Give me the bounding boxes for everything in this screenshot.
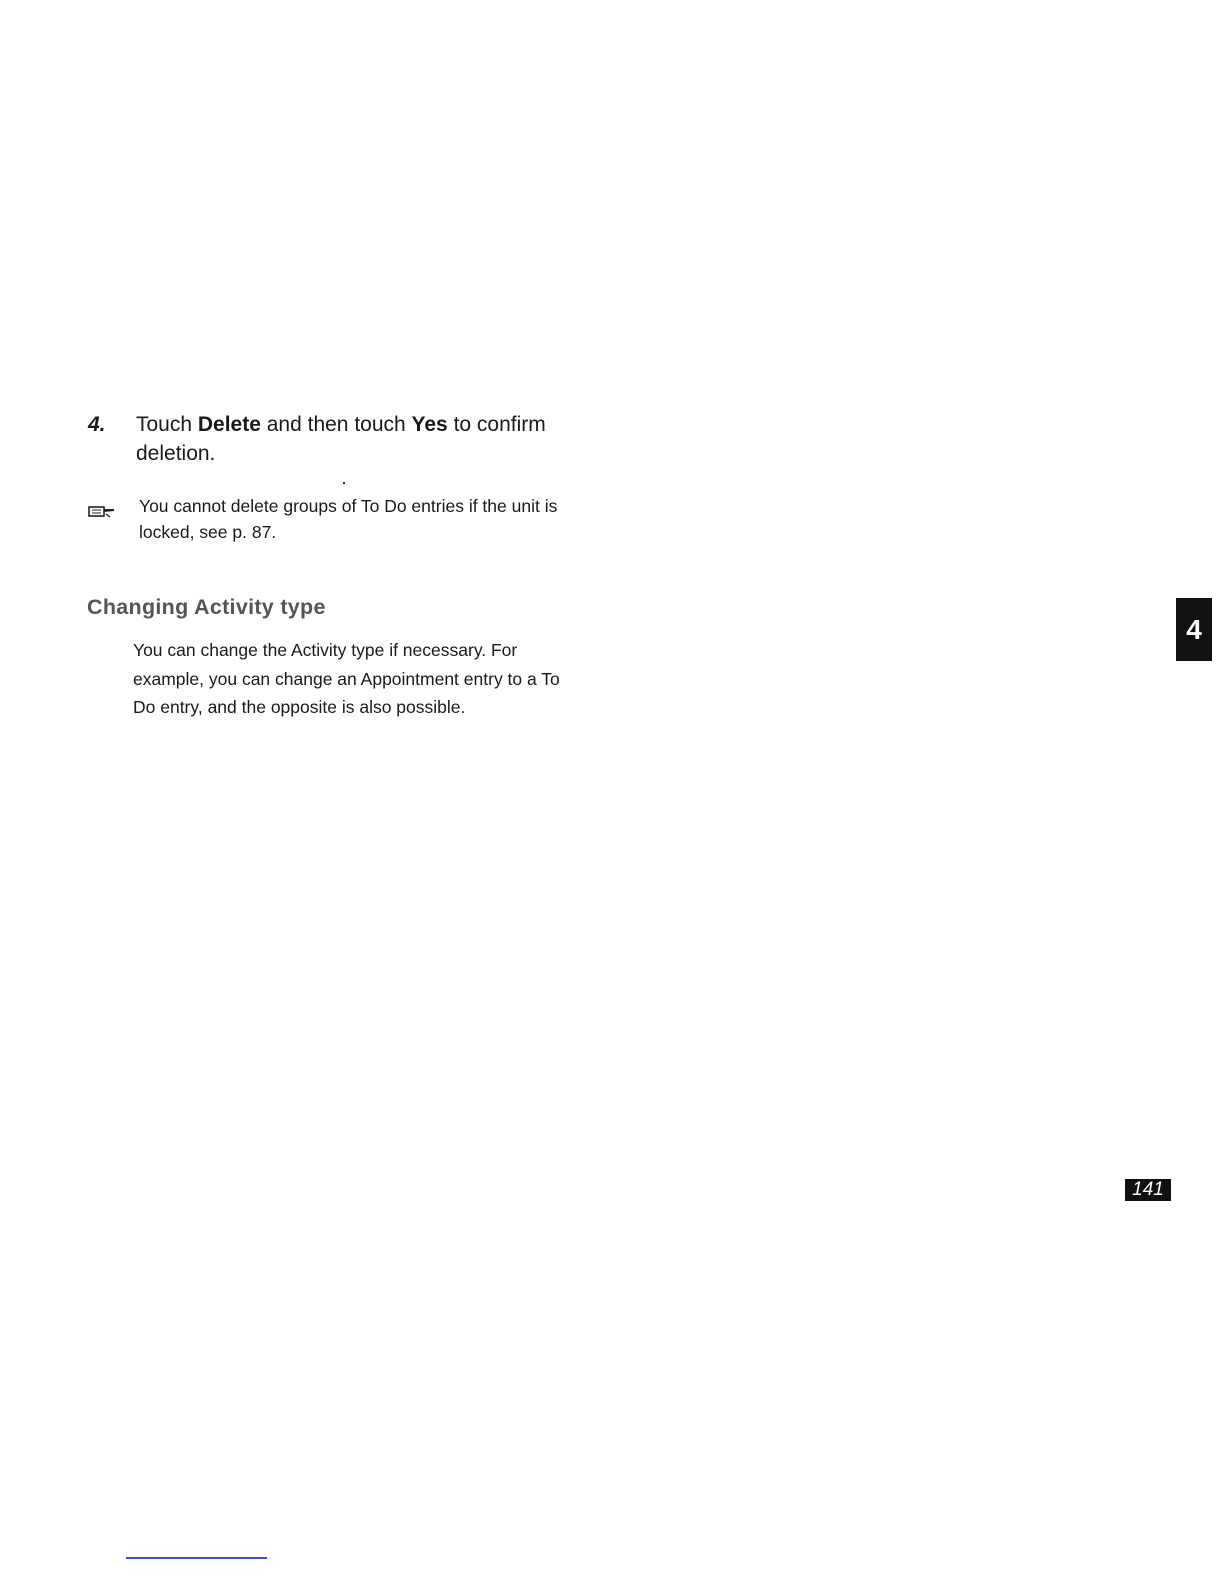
section-body: You can change the Activity type if necessary. For example, you can change an Appointment entry to a To Do entry, and the opposite is also possible. [133, 640, 560, 717]
note [88, 493, 568, 545]
step-number: 4. [88, 413, 106, 436]
yes-label: Yes [411, 413, 448, 436]
step-text-pre: Touch [136, 413, 198, 436]
page-number: 141 [1125, 1179, 1171, 1201]
pointing-hand-icon [88, 499, 116, 513]
chapter-number: 4 [1186, 613, 1202, 645]
chapter-tab [1176, 598, 1212, 661]
delete-label: Delete [197, 413, 261, 436]
step-4 [88, 410, 568, 468]
step-instruction [136, 410, 568, 468]
stray-dot [343, 482, 345, 484]
footer-rule [126, 1557, 267, 1559]
step-text-mid: and then touch [260, 413, 412, 436]
note-text: You cannot delete groups of To Do entries if the unit is locked, see p. 87. [139, 496, 558, 542]
step-text-post: to confirm deletion. [136, 413, 546, 465]
section-heading: Changing Activity type [87, 595, 326, 619]
